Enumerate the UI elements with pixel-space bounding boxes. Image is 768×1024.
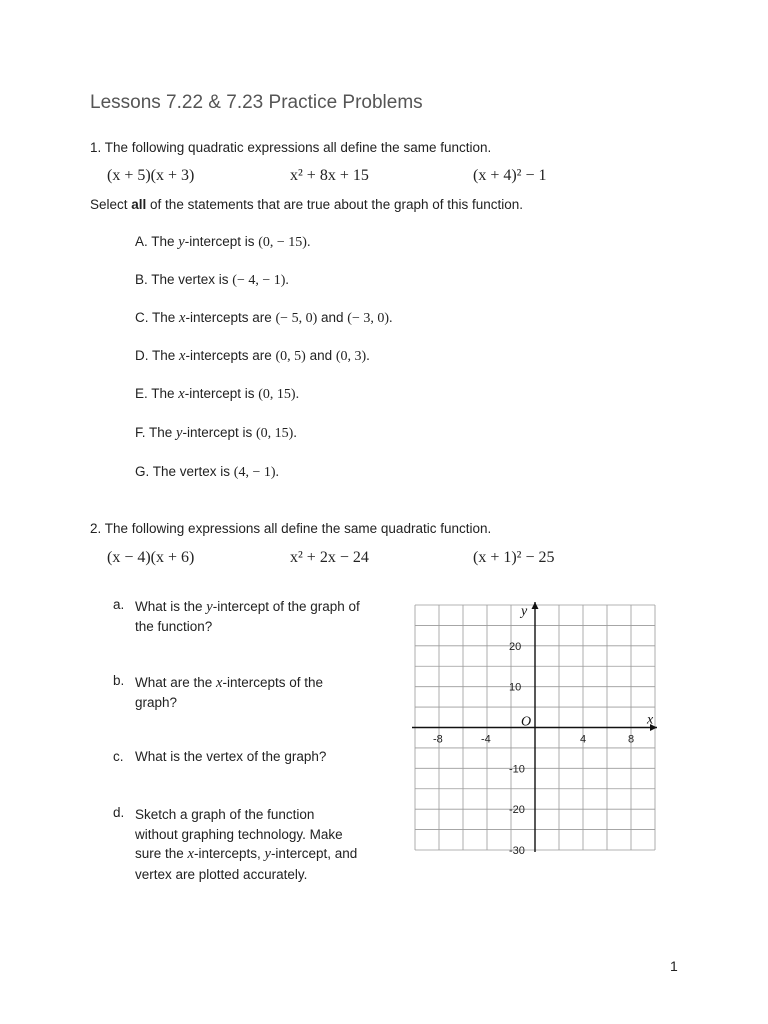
- question-d: [135, 805, 360, 884]
- problem-1-expression-vertex: (x + 4)² − 1: [473, 167, 547, 184]
- option-c-text: C. The: [135, 310, 180, 325]
- option-d-text: D. The: [135, 348, 180, 363]
- option-e[interactable]: [135, 386, 299, 403]
- option-d-variable: x: [179, 348, 186, 364]
- question-b-variable: x: [216, 675, 223, 691]
- option-a-text: A. The: [135, 234, 179, 249]
- origin-label: O: [521, 714, 532, 730]
- y-tick-label: 10: [509, 681, 522, 694]
- y-tick-label: -20: [509, 804, 525, 817]
- option-a-text-2: -intercept is: [184, 234, 259, 249]
- question-b-marker: b.: [113, 673, 125, 688]
- question-d-variable-x: x: [187, 846, 194, 862]
- question-d-text-3: -intercept, and vertex are plotted accurately.: [135, 846, 358, 882]
- question-d-text: Sketch a graph of the function without graphing technology. Make sure the: [135, 807, 343, 861]
- problem-2-expression-standard: x² + 2x − 24: [290, 549, 369, 566]
- question-a-marker: a.: [113, 597, 125, 612]
- option-d-text-2: -intercepts are: [185, 348, 276, 363]
- problem-2-expression-vertex: (x + 1)² − 25: [473, 549, 555, 566]
- x-tick-label: 4: [580, 733, 587, 746]
- question-a: [135, 597, 370, 636]
- problem-1-expression-factored: (x + 5)(x + 3): [107, 167, 195, 184]
- question-c: What is the vertex of the graph?: [135, 749, 327, 764]
- y-tick-label: -10: [509, 763, 525, 776]
- y-tick-label: -30: [509, 845, 525, 857]
- page-number: 1: [670, 958, 678, 974]
- question-b-text-2: -intercepts of the graph?: [135, 675, 324, 710]
- y-axis-label: y: [521, 604, 528, 619]
- problem-2-prompt: 2. The following expressions all define the same quadratic function.: [90, 521, 492, 536]
- x-tick-label: -8: [433, 733, 443, 746]
- question-d-text-2: -intercepts,: [193, 846, 265, 861]
- option-d-value-1: (0, 5): [275, 349, 306, 364]
- option-c-variable: x: [179, 310, 186, 326]
- option-g-text: G. The vertex is: [135, 464, 234, 479]
- option-d[interactable]: [135, 348, 370, 365]
- option-f[interactable]: [135, 425, 297, 442]
- y-tick-label: 20: [509, 640, 522, 653]
- question-d-marker: d.: [113, 805, 125, 820]
- option-e-value: (0, 15).: [258, 387, 300, 402]
- select-instruction-post: of the statements that are true about the graph of this function.: [146, 197, 524, 212]
- option-b[interactable]: [135, 272, 289, 289]
- option-f-value: (0, 15).: [256, 426, 297, 441]
- page-title: Lessons 7.22 & 7.23 Practice Problems: [90, 92, 423, 113]
- option-c[interactable]: [135, 310, 393, 327]
- question-b: [135, 673, 350, 712]
- problem-1-prompt: 1. The following quadratic expressions all define the same function.: [90, 140, 492, 155]
- x-tick-label: 8: [628, 733, 635, 746]
- coordinate-grid[interactable]: [400, 595, 670, 870]
- option-f-text-2: -intercept is: [182, 425, 256, 440]
- select-instruction-bold: all: [131, 197, 147, 212]
- option-d-and: and: [305, 348, 336, 363]
- option-f-text: F. The: [135, 425, 177, 440]
- option-a-value: (0, − 15).: [258, 235, 311, 250]
- option-a-variable: y: [178, 234, 185, 250]
- option-b-value: (− 4, − 1).: [232, 273, 289, 288]
- select-instruction: [90, 197, 523, 212]
- question-d-variable-y: y: [264, 846, 271, 862]
- question-c-marker: c.: [113, 749, 124, 764]
- y-axis-arrow: [532, 602, 539, 609]
- option-f-variable: y: [176, 425, 183, 441]
- option-c-value-2: (− 3, 0).: [347, 311, 393, 326]
- option-e-text-2: -intercept is: [184, 386, 259, 401]
- option-b-text: B. The vertex is: [135, 272, 233, 287]
- option-e-text: E. The: [135, 386, 179, 401]
- option-c-value-1: (− 5, 0): [275, 311, 318, 326]
- option-c-text-2: -intercepts are: [185, 310, 276, 325]
- problem-1-expression-standard: x² + 8x + 15: [290, 167, 369, 184]
- option-g[interactable]: [135, 464, 279, 481]
- option-e-variable: x: [178, 386, 185, 402]
- question-a-text-2: -intercept of the graph of the function?: [135, 599, 360, 634]
- option-a[interactable]: [135, 234, 310, 251]
- option-c-and: and: [317, 310, 348, 325]
- problem-2-expression-factored: (x − 4)(x + 6): [107, 549, 195, 566]
- question-a-variable: y: [206, 599, 213, 615]
- question-a-text: What is the: [135, 599, 207, 614]
- x-axis-label: x: [647, 712, 654, 728]
- question-b-text: What are the: [135, 675, 217, 690]
- select-instruction-pre: Select: [90, 197, 132, 212]
- option-d-value-2: (0, 3).: [335, 349, 370, 364]
- x-tick-label: -4: [481, 733, 491, 746]
- option-g-value: (4, − 1).: [233, 465, 280, 480]
